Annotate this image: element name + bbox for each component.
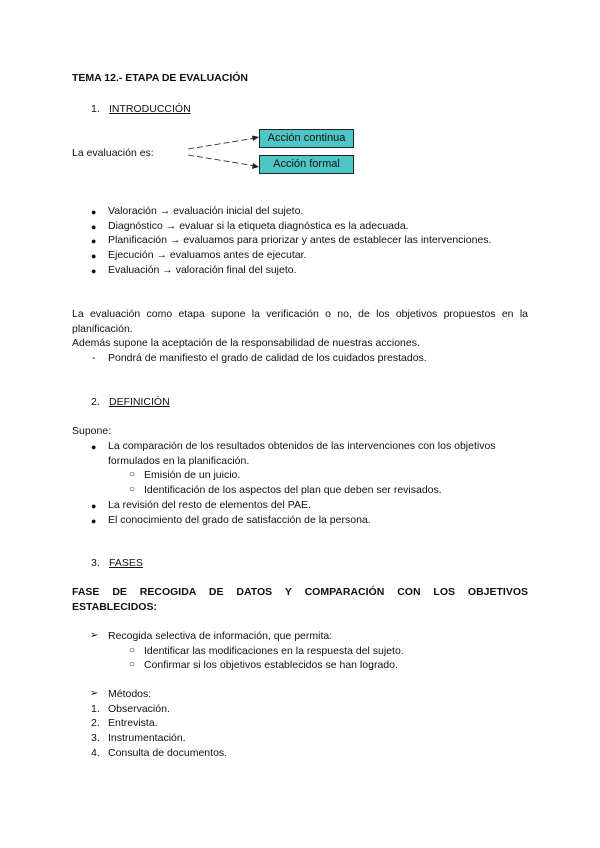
method-item: Instrumentación. — [108, 732, 186, 744]
arrow-to-continua — [188, 138, 256, 149]
fases-arrow-item: Métodos: — [108, 688, 152, 700]
dash-item: Pondrá de manifiesto el grado de calidad de los cuidados prestados. — [108, 352, 427, 364]
circle-bullet-icon: ○ — [129, 484, 136, 495]
fases-heading-line1: FASE DE RECOGIDA DE DATOS Y COMPARACIÓN CON LOS OBJETIVOS — [72, 586, 528, 598]
fases-sub-item: Confirmar si los objetivos establecidos se han logrado. — [144, 659, 398, 671]
section-1-number: 1. — [91, 103, 100, 115]
arrow-to-formal — [188, 155, 256, 166]
arrow-bullet-icon: ➢ — [90, 688, 99, 699]
definition-item-3: El conocimiento del grado de satisfacción de la persona. — [108, 514, 371, 526]
fases-arrow-item: Recogida selectiva de información, que permita: — [108, 630, 333, 642]
method-number: 2. — [91, 717, 100, 729]
intro-paragraph-line1: La evaluación como etapa supone la verificación o no, de los objetivos propuestos en la — [72, 308, 528, 320]
section-2-heading: DEFINICIÓN — [109, 396, 170, 408]
list-item: Planificación → evaluamos para priorizar y antes de establecer las intervenciones. — [108, 234, 492, 246]
method-number: 3. — [91, 732, 100, 744]
bullet-icon: ● — [91, 266, 97, 276]
fases-heading-line2: ESTABLECIDOS: — [72, 601, 157, 613]
bullet-icon: ● — [91, 516, 97, 526]
arrow-bullet-icon: ➢ — [90, 630, 99, 641]
fases-sub-item: Identificar las modificaciones en la respuesta del sujeto. — [144, 645, 404, 657]
diagram-box-continua: Acción continua — [259, 129, 354, 148]
list-item: Ejecución → evaluamos antes de ejecutar. — [108, 249, 307, 261]
bullet-icon: ● — [91, 442, 97, 452]
page-title: TEMA 12.- ETAPA DE EVALUACIÓN — [72, 72, 248, 84]
definition-sub-item: Emisión de un juicio. — [144, 469, 241, 481]
diagram-label: La evaluación es: — [72, 147, 154, 159]
definition-sub-item: Identificación de los aspectos del plan que deben ser revisados. — [144, 484, 442, 496]
definition-item-1-line1: La comparación de los resultados obtenidos de las intervenciones con los objetivos — [108, 440, 496, 452]
section-1-heading: INTRODUCCIÓN — [109, 103, 191, 115]
bullet-icon: ● — [91, 501, 97, 511]
list-item: Diagnóstico → evaluar si la etiqueta diagnóstica es la adecuada. — [108, 220, 409, 232]
method-item: Consulta de documentos. — [108, 747, 228, 759]
bullet-icon: ● — [91, 207, 97, 217]
bullet-icon: ● — [91, 236, 97, 246]
intro-paragraph-line3: Además supone la aceptación de la responsabilidad de nuestras acciones. — [72, 337, 420, 349]
method-item: Entrevista. — [108, 717, 158, 729]
arrowhead-continua-icon — [252, 136, 259, 142]
definition-item-1-line2: formulados en la planificación. — [108, 455, 250, 467]
definition-item-2: La revisión del resto de elementos del PAE. — [108, 499, 311, 511]
intro-paragraph-line2: planificación. — [72, 323, 133, 335]
circle-bullet-icon: ○ — [129, 645, 136, 656]
diagram-arrows — [186, 134, 262, 174]
list-item: Valoración → evaluación inicial del sujeto. — [108, 205, 304, 217]
bullet-icon: ● — [91, 222, 97, 232]
definition-intro: Supone: — [72, 425, 112, 437]
diagram-box-formal: Acción formal — [259, 155, 354, 174]
dash-icon: - — [92, 352, 96, 364]
section-2-number: 2. — [91, 396, 100, 408]
method-number: 1. — [91, 703, 100, 715]
section-3-heading: FASES — [109, 557, 143, 569]
list-item: Evaluación → valoración final del sujeto. — [108, 264, 297, 276]
bullet-icon: ● — [91, 251, 97, 261]
method-item: Observación. — [108, 703, 170, 715]
method-number: 4. — [91, 747, 100, 759]
section-3-number: 3. — [91, 557, 100, 569]
circle-bullet-icon: ○ — [129, 469, 136, 480]
arrowhead-formal-icon — [252, 163, 259, 169]
circle-bullet-icon: ○ — [129, 659, 136, 670]
